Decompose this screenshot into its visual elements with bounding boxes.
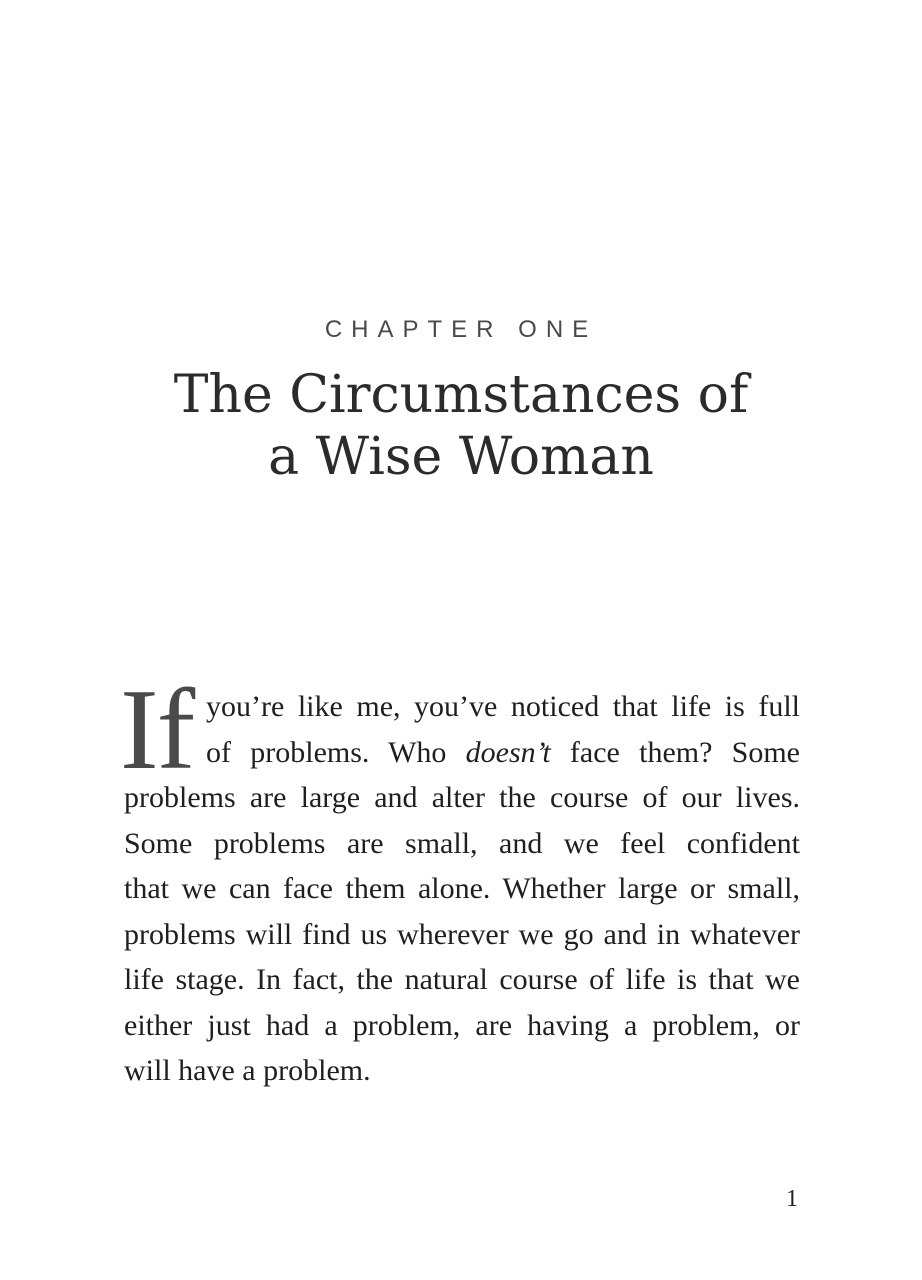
chapter-label: CHAPTER ONE (324, 316, 598, 343)
paragraph-line-2-start: of problems. Who (206, 735, 466, 769)
drop-cap: If (120, 666, 194, 794)
paragraph-line-4: Some problems are small, and we feel confident (124, 826, 800, 860)
chapter-title (0, 364, 922, 488)
paragraph-line-5: that we can face them alone. Whether large or small, (124, 872, 800, 905)
paragraph-line-2-end: face them? Some (550, 735, 800, 769)
paragraph-line-8: either just had a problem, are having a problem, or (124, 1008, 800, 1042)
paragraph-line-7: life stage. In fact, the natural course of life is that we (124, 963, 800, 996)
paragraph-line-1: you’re like me, you’ve noticed that life is full (206, 690, 800, 723)
body-paragraph (124, 684, 800, 1094)
emphasis-doesnt: doesn’t (465, 735, 551, 769)
paragraph-line-2 (206, 730, 800, 776)
chapter-title-line-1: The Circumstances of (173, 365, 749, 425)
chapter-title-line-2: a Wise Woman (268, 427, 654, 487)
paragraph-line-6: problems will find us wherever we go and in whatever (124, 917, 800, 951)
paragraph-line-9: will have a problem. (124, 1054, 371, 1087)
paragraph-line-3: problems are large and alter the course of our lives. (124, 781, 800, 814)
page-number: 1 (786, 1186, 798, 1212)
